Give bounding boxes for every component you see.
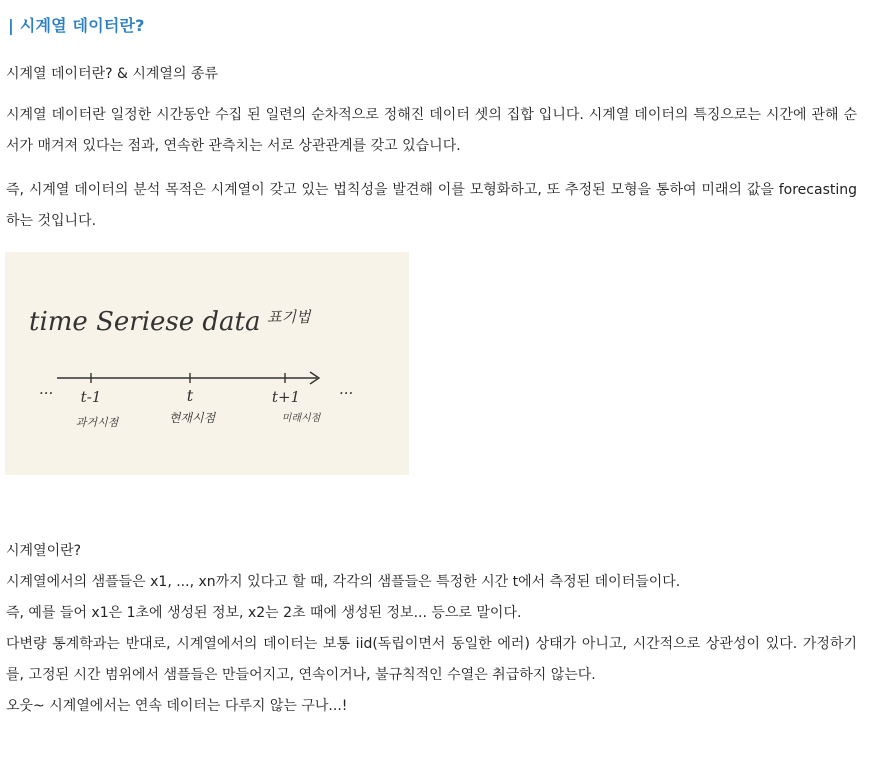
timeseries-definition [6,536,857,722]
tick-caption-past: 과거시점 [75,416,119,429]
tick-caption-present: 현재시점 [168,411,216,425]
definition-line-3: 다변량 통계학과는 반대로, 시계열에서의 데이터는 보통 iid(독립이면서 동일한 에러) 상태가 아니고, 시간적으로 상관성이 있다. 가정하기를, 고정된 시간 범위에서 샘플들은 만들어지고, 연속이거나, 불규칙적인 수열은 취급하지 않는다. [6,636,857,683]
definition-line-4: 오웃~ 시계열에서는 연속 데이터는 다루지 않는 구나...! [6,698,348,714]
definition-line-1: 시계열에서의 샘플들은 x1, ..., xn까지 있다고 할 때, 각각의 샘플들은 특정한 시간 t에서 측정된 데이터들이다. [6,574,681,590]
definition-line-2: 즉, 예를 들어 x1은 1초에 생성된 정보, x2는 2초 때에 생성된 정보... 등으로 말이다. [6,605,522,621]
figure-title: time Seriese data [29,307,261,337]
tick-label-present: t [186,386,194,405]
ellipsis-left: ··· [39,384,54,402]
tick-label-future: t+1 [271,388,301,406]
definition-title: 시계열이란? [6,543,82,559]
intro-paragraph: 시계열 데이터란 일정한 시간동안 수집 된 일련의 순차적으로 정해진 데이터 셋의 집합 입니다. 시계열 데이터의 특징으로는 시간에 관해 순서가 매겨져 있다는 점과, 연속한 관측치는 서로 상관관계를 갖고 있습니다. [6,107,857,154]
tick-caption-future: 미래시점 [281,413,321,424]
section-subtitle: 시계열 데이터란? & 시계열의 종류 [6,66,218,82]
purpose-paragraph: 즉, 시계열 데이터의 분석 목적은 시계열이 갖고 있는 법칙성을 발견해 이를 모형화하고, 또 추정된 모형을 통하여 미래의 값을 forecasting 하는 것입니다. [6,182,857,229]
ellipsis-right: ··· [339,384,354,402]
section-heading: | 시계열 데이터란? [8,16,145,35]
figure-title-ko: 표기법 [267,308,311,326]
tick-label-past: t-1 [80,388,102,406]
timeline-drawing [5,252,409,475]
timeline-figure [5,252,409,475]
